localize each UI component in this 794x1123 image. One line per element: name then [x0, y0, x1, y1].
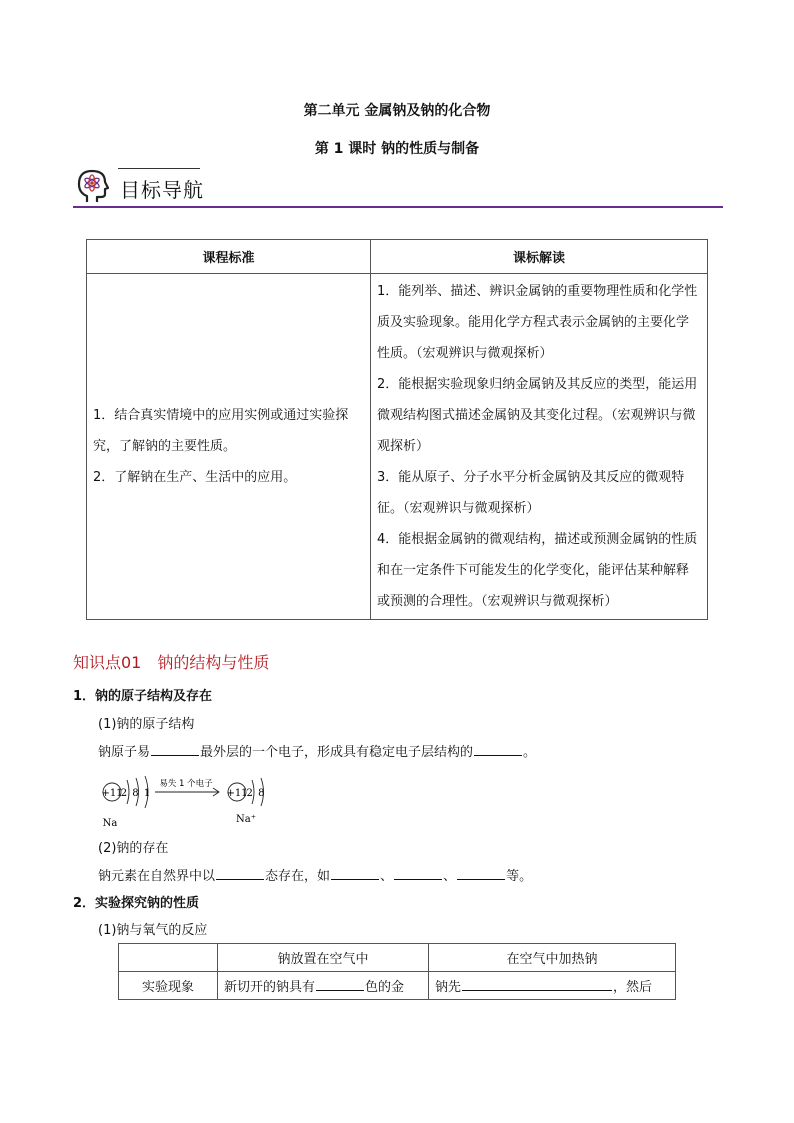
table-header-interpretation: 课标解读 [371, 240, 708, 274]
answer-blank[interactable] [151, 741, 199, 756]
sodium-ionization-diagram [100, 768, 280, 830]
na-ion-label: Na⁺ [236, 814, 256, 825]
answer-blank[interactable] [474, 741, 522, 756]
rx-cell-air: 新切开的钠具有 色的金 [218, 972, 429, 1000]
interpretation-item: 2．能根据实验现象归纳金属钠及其反应的类型，能运用微观结构图式描述金属钠及其变化过程。（宏观辨识与微观探析） [377, 377, 698, 454]
na-nucleus-charge: +11 [101, 788, 123, 799]
nav-top-line [118, 168, 200, 169]
answer-blank[interactable] [462, 976, 612, 991]
section-heading: 2．实验探究钠的性质 [73, 896, 200, 911]
interpretation-cell [371, 274, 708, 620]
na-electron-shells: 2 8 1 [120, 788, 152, 799]
unit-title: 第二单元 金属钠及钠的化合物 [303, 103, 491, 119]
subsection-heading: (1)钠与氧气的反应 [98, 923, 208, 938]
interpretation-item: 4．能根据金属钠的微观结构，描述或预测金属钠的性质和在一定条件下可能发生的化学变化，能评估某种解释或预测的合理性。（宏观辨识与微观探析） [377, 532, 698, 609]
head-atom-icon [73, 166, 113, 206]
standard-item: 2．了解钠在生产、生活中的应用。 [93, 470, 297, 485]
rx-cell-heat: 钠先 ，然后 [429, 972, 676, 1000]
fill-line-structure: 钠原子易 最外层的一个电子，形成具有稳定电子层结构的 。 [98, 741, 536, 760]
answer-blank[interactable] [457, 865, 505, 880]
answer-blank[interactable] [216, 865, 264, 880]
answer-blank[interactable] [316, 976, 364, 991]
lesson-title: 第 1 课时 钠的性质与制备 [314, 141, 480, 157]
subsection-heading: (2)钠的存在 [98, 841, 169, 856]
rx-row-label: 实验现象 [119, 972, 218, 1000]
ion-electron-shells: 2 8 [246, 788, 266, 799]
rx-header-heat: 在空气中加热钠 [429, 944, 676, 972]
section-heading: 1．钠的原子结构及存在 [73, 689, 213, 704]
reaction-table [118, 943, 676, 1000]
table-header-standard: 课程标准 [87, 240, 371, 274]
interpretation-item: 1．能列举、描述、辨识金属钠的重要物理性质和化学性质及实验现象。能用化学方程式表示金属钠的主要化学性质。（宏观辨识与微观探析） [377, 284, 698, 361]
na-label: Na [102, 818, 118, 829]
standards-cell [87, 274, 371, 620]
interpretation-item: 3．能从原子、分子水平分析金属钠及其反应的微观特征。（宏观辨识与微观探析） [377, 470, 685, 516]
knowledge-point-title: 知识点01 钠的结构与性质 [73, 653, 270, 672]
standard-item: 1．结合真实情境中的应用实例或通过实验探究，了解钠的主要性质。 [93, 408, 349, 454]
arrow-label: 易失 1 个电子 [159, 779, 213, 789]
nav-rule [73, 206, 723, 208]
answer-blank[interactable] [394, 865, 442, 880]
fill-line-existence: 钠元素在自然界中以 态存在，如 、 、 等。 [98, 865, 532, 884]
answer-blank[interactable] [331, 865, 379, 880]
rx-header-air: 钠放置在空气中 [218, 944, 429, 972]
standards-table [86, 239, 708, 620]
nav-title: 目标导航 [120, 178, 204, 202]
subsection-heading: (1)钠的原子结构 [98, 717, 195, 732]
ion-nucleus-charge: +11 [226, 788, 248, 799]
